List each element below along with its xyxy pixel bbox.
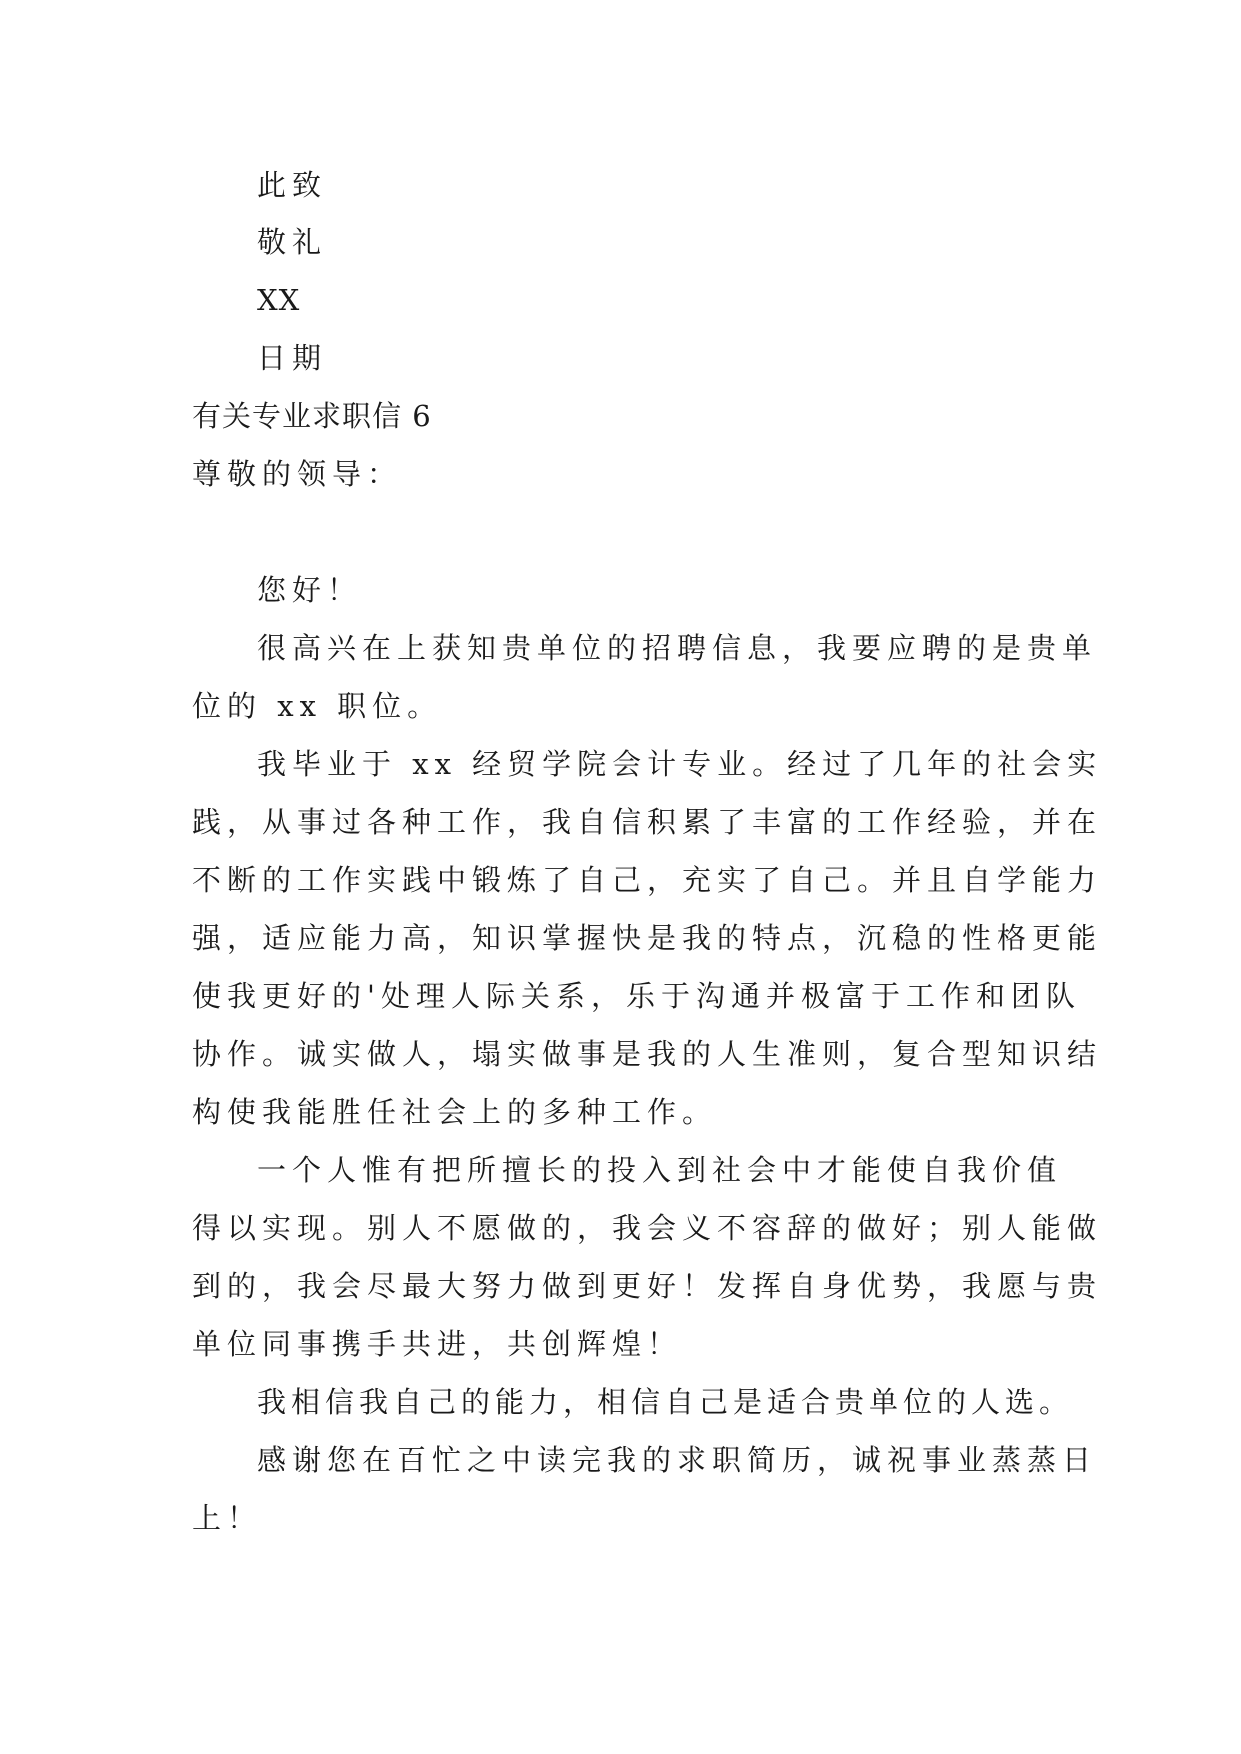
paragraph-line: 构使我能胜任社会上的多种工作。 xyxy=(192,1095,718,1129)
letter-recipient: 尊敬的领导： xyxy=(192,457,403,491)
paragraph-line: 很高兴在上获知贵单位的招聘信息，我要应聘的是贵单 xyxy=(257,631,1098,665)
closing-respect: 敬礼 xyxy=(257,225,328,259)
closing-salutation: 此致 xyxy=(257,168,328,202)
letter-title: 有关专业求职信 6 xyxy=(192,399,432,433)
paragraph-line: 得以实现。别人不愿做的，我会义不容辞的做好；别人能做 xyxy=(192,1211,1103,1245)
paragraph-line: 我毕业于 xx 经贸学院会计专业。经过了几年的社会实 xyxy=(257,747,1103,781)
paragraph-line: 单位同事携手共进，共创辉煌！ xyxy=(192,1327,683,1361)
paragraph-line: 一个人惟有把所擅长的投入到社会中才能使自我价值 xyxy=(257,1153,1063,1187)
paragraph-line: 上！ xyxy=(192,1501,263,1535)
paragraph-line: 感谢您在百忙之中读完我的求职简历，诚祝事业蒸蒸日 xyxy=(257,1443,1098,1477)
paragraph-line: 我相信我自己的能力，相信自己是适合贵单位的人选。 xyxy=(257,1385,1074,1419)
paragraph-line: 协作。诚实做人，塌实做事是我的人生准则，复合型知识结 xyxy=(192,1037,1103,1071)
closing-date: 日期 xyxy=(257,341,328,375)
paragraph-line: 践，从事过各种工作，我自信积累了丰富的工作经验，并在 xyxy=(192,805,1103,839)
paragraph-line: 到的，我会尽最大努力做到更好！发挥自身优势，我愿与贵 xyxy=(192,1269,1103,1303)
closing-name: XX xyxy=(257,283,301,317)
paragraph-line: 使我更好的'处理人际关系，乐于沟通并极富于工作和团队 xyxy=(192,979,1081,1013)
paragraph-line: 强，适应能力高，知识掌握快是我的特点，沉稳的性格更能 xyxy=(192,921,1103,955)
paragraph-line: 位的 xx 职位。 xyxy=(192,689,443,723)
letter-greeting: 您好！ xyxy=(257,573,363,607)
paragraph-line: 不断的工作实践中锻炼了自己，充实了自己。并且自学能力 xyxy=(192,863,1103,897)
